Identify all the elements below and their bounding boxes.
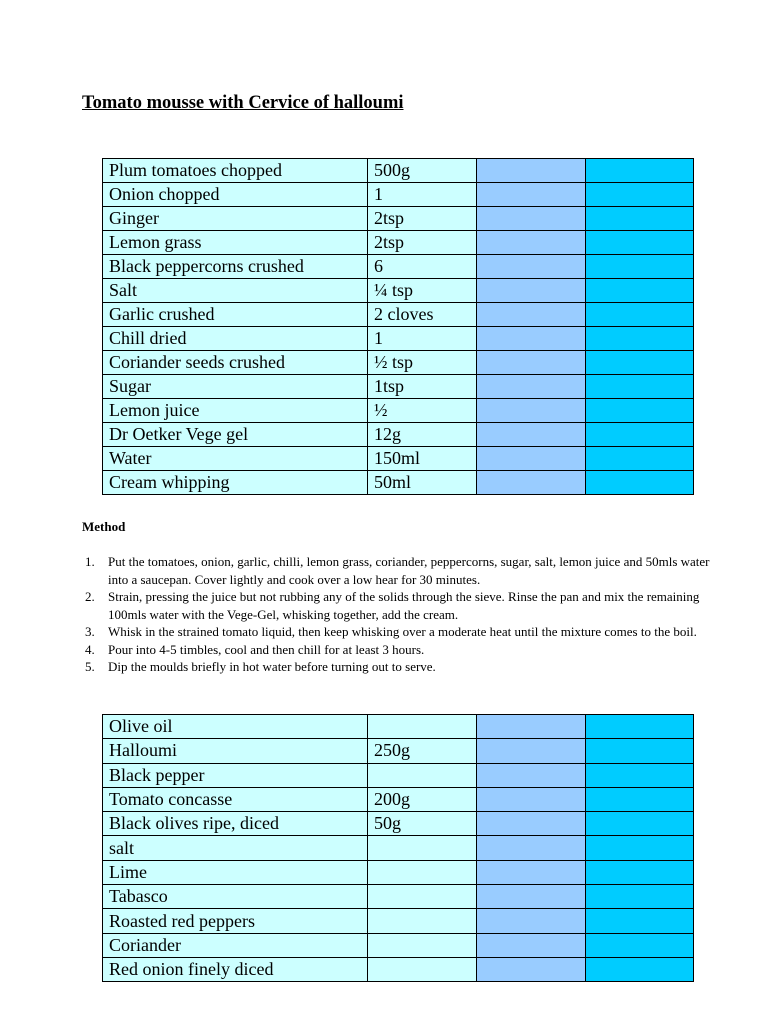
quantity-cell xyxy=(368,957,477,981)
quantity-cell xyxy=(368,715,477,739)
ingredient-cell: Olive oil xyxy=(103,715,368,739)
table-row xyxy=(103,739,694,763)
method-step xyxy=(82,553,712,588)
method-heading: Method xyxy=(82,519,126,534)
ingredient-cell: Black pepper xyxy=(103,763,368,787)
blank-cell-light-blue xyxy=(477,279,586,303)
ingredients-table-mousse xyxy=(102,158,694,495)
blank-cell-sky-blue xyxy=(586,231,694,255)
quantity-cell: 2 cloves xyxy=(368,303,477,327)
quantity-cell: 150ml xyxy=(368,447,477,471)
table-row xyxy=(103,327,694,351)
quantity-cell: ½ tsp xyxy=(368,351,477,375)
quantity-cell: 2tsp xyxy=(368,231,477,255)
blank-cell-light-blue xyxy=(477,739,586,763)
blank-cell-sky-blue xyxy=(586,812,694,836)
ingredient-cell: salt xyxy=(103,836,368,860)
blank-cell-sky-blue xyxy=(586,957,694,981)
table-row xyxy=(103,399,694,423)
blank-cell-sky-blue xyxy=(586,885,694,909)
blank-cell-light-blue xyxy=(477,836,586,860)
ingredient-cell: Coriander seeds crushed xyxy=(103,351,368,375)
blank-cell-sky-blue xyxy=(586,207,694,231)
blank-cell-light-blue xyxy=(477,787,586,811)
ingredient-cell: Black olives ripe, diced xyxy=(103,812,368,836)
table-row xyxy=(103,787,694,811)
page-title: Tomato mousse with Cervice of halloumi xyxy=(82,93,404,113)
quantity-cell xyxy=(368,860,477,884)
quantity-cell xyxy=(368,933,477,957)
blank-cell-sky-blue xyxy=(586,836,694,860)
blank-cell-sky-blue xyxy=(586,303,694,327)
table-row xyxy=(103,375,694,399)
table-row xyxy=(103,933,694,957)
quantity-cell xyxy=(368,763,477,787)
blank-cell-light-blue xyxy=(477,231,586,255)
method-step xyxy=(82,658,712,676)
ingredient-cell: Tabasco xyxy=(103,885,368,909)
blank-cell-light-blue xyxy=(477,763,586,787)
ingredient-cell: Plum tomatoes chopped xyxy=(103,159,368,183)
quantity-cell xyxy=(368,909,477,933)
table-row xyxy=(103,351,694,375)
table-row xyxy=(103,279,694,303)
quantity-cell xyxy=(368,885,477,909)
blank-cell-light-blue xyxy=(477,447,586,471)
quantity-cell: 200g xyxy=(368,787,477,811)
blank-cell-light-blue xyxy=(477,207,586,231)
blank-cell-sky-blue xyxy=(586,159,694,183)
table-row xyxy=(103,255,694,279)
ingredient-cell: Red onion finely diced xyxy=(103,957,368,981)
blank-cell-sky-blue xyxy=(586,279,694,303)
blank-cell-sky-blue xyxy=(586,351,694,375)
step-text: Dip the moulds briefly in hot water before turning out to serve. xyxy=(108,659,436,674)
quantity-cell: 50ml xyxy=(368,471,477,495)
table-row xyxy=(103,836,694,860)
ingredient-cell: Salt xyxy=(103,279,368,303)
blank-cell-sky-blue xyxy=(586,933,694,957)
ingredient-cell: Coriander xyxy=(103,933,368,957)
table-row xyxy=(103,909,694,933)
table-row xyxy=(103,231,694,255)
quantity-cell: 50g xyxy=(368,812,477,836)
quantity-cell: 2tsp xyxy=(368,207,477,231)
ingredient-cell: Cream whipping xyxy=(103,471,368,495)
ingredient-cell: Onion chopped xyxy=(103,183,368,207)
blank-cell-light-blue xyxy=(477,303,586,327)
blank-cell-light-blue xyxy=(477,812,586,836)
table-row xyxy=(103,159,694,183)
blank-cell-light-blue xyxy=(477,885,586,909)
quantity-cell xyxy=(368,836,477,860)
method-step xyxy=(82,623,712,641)
blank-cell-light-blue xyxy=(477,715,586,739)
step-number: 4. xyxy=(85,641,95,657)
table-row xyxy=(103,763,694,787)
blank-cell-light-blue xyxy=(477,327,586,351)
ingredient-cell: Roasted red peppers xyxy=(103,909,368,933)
quantity-cell: 12g xyxy=(368,423,477,447)
table-row xyxy=(103,303,694,327)
ingredient-cell: Chill dried xyxy=(103,327,368,351)
ingredient-cell: Halloumi xyxy=(103,739,368,763)
blank-cell-light-blue xyxy=(477,909,586,933)
blank-cell-sky-blue xyxy=(586,447,694,471)
blank-cell-light-blue xyxy=(477,159,586,183)
step-number: 3. xyxy=(85,624,95,639)
table-row xyxy=(103,183,694,207)
step-number: 2. xyxy=(85,589,95,604)
blank-cell-sky-blue xyxy=(586,909,694,933)
quantity-cell: 1 xyxy=(368,327,477,351)
blank-cell-light-blue xyxy=(477,351,586,375)
ingredient-cell: Garlic crushed xyxy=(103,303,368,327)
table-row xyxy=(103,957,694,981)
blank-cell-sky-blue xyxy=(586,860,694,884)
ingredient-cell: Black peppercorns crushed xyxy=(103,255,368,279)
blank-cell-light-blue xyxy=(477,399,586,423)
step-number: 1. xyxy=(85,554,95,569)
table-row xyxy=(103,715,694,739)
quantity-cell: 1 xyxy=(368,183,477,207)
table-row xyxy=(103,447,694,471)
table-row xyxy=(103,423,694,447)
blank-cell-light-blue xyxy=(477,183,586,207)
ingredient-cell: Water xyxy=(103,447,368,471)
blank-cell-sky-blue xyxy=(586,423,694,447)
blank-cell-light-blue xyxy=(477,255,586,279)
table-row xyxy=(103,885,694,909)
blank-cell-sky-blue xyxy=(586,471,694,495)
blank-cell-sky-blue xyxy=(586,375,694,399)
table-row xyxy=(103,812,694,836)
blank-cell-sky-blue xyxy=(586,255,694,279)
blank-cell-light-blue xyxy=(477,471,586,495)
ingredient-cell: Lime xyxy=(103,860,368,884)
blank-cell-sky-blue xyxy=(586,399,694,423)
blank-cell-sky-blue xyxy=(586,739,694,763)
ingredient-cell: Sugar xyxy=(103,375,368,399)
blank-cell-sky-blue xyxy=(586,787,694,811)
ingredient-cell: Ginger xyxy=(103,207,368,231)
table-row xyxy=(103,471,694,495)
quantity-cell: ½ xyxy=(368,399,477,423)
blank-cell-sky-blue xyxy=(586,715,694,739)
method-step xyxy=(82,641,712,659)
table-row xyxy=(103,207,694,231)
ingredient-cell: Dr Oetker Vege gel xyxy=(103,423,368,447)
method-steps xyxy=(82,553,712,676)
quantity-cell: ¼ tsp xyxy=(368,279,477,303)
step-text: Pour into 4-5 timbles, cool and then chill for at least 3 hours. xyxy=(108,641,425,657)
quantity-cell: 1tsp xyxy=(368,375,477,399)
step-text: Put the tomatoes, onion, garlic, chilli, lemon grass, coriander, peppercorns, sugar, salt, lemon juice and 50mls water into a saucepan. Cover lightly and cook over a low hear for 30 minutes. xyxy=(108,554,710,587)
quantity-cell: 500g xyxy=(368,159,477,183)
blank-cell-light-blue xyxy=(477,957,586,981)
blank-cell-sky-blue xyxy=(586,183,694,207)
blank-cell-light-blue xyxy=(477,375,586,399)
ingredient-cell: Tomato concasse xyxy=(103,787,368,811)
step-text: Whisk in the strained tomato liquid, then keep whisking over a moderate heat until the mixture comes to the boil. xyxy=(108,624,697,639)
ingredients-table-halloumi xyxy=(102,714,694,982)
blank-cell-sky-blue xyxy=(586,763,694,787)
quantity-cell: 250g xyxy=(368,739,477,763)
step-number: 5. xyxy=(85,659,95,674)
method-step xyxy=(82,588,712,623)
blank-cell-light-blue xyxy=(477,860,586,884)
table-row xyxy=(103,860,694,884)
ingredient-cell: Lemon grass xyxy=(103,231,368,255)
blank-cell-light-blue xyxy=(477,423,586,447)
quantity-cell: 6 xyxy=(368,255,477,279)
ingredient-cell: Lemon juice xyxy=(103,399,368,423)
blank-cell-light-blue xyxy=(477,933,586,957)
blank-cell-sky-blue xyxy=(586,327,694,351)
step-text: Strain, pressing the juice but not rubbing any of the solids through the sieve. Rinse the pan and mix the remaining 100mls water with the Vege-Gel, whisking together, add the cream. xyxy=(108,589,700,622)
